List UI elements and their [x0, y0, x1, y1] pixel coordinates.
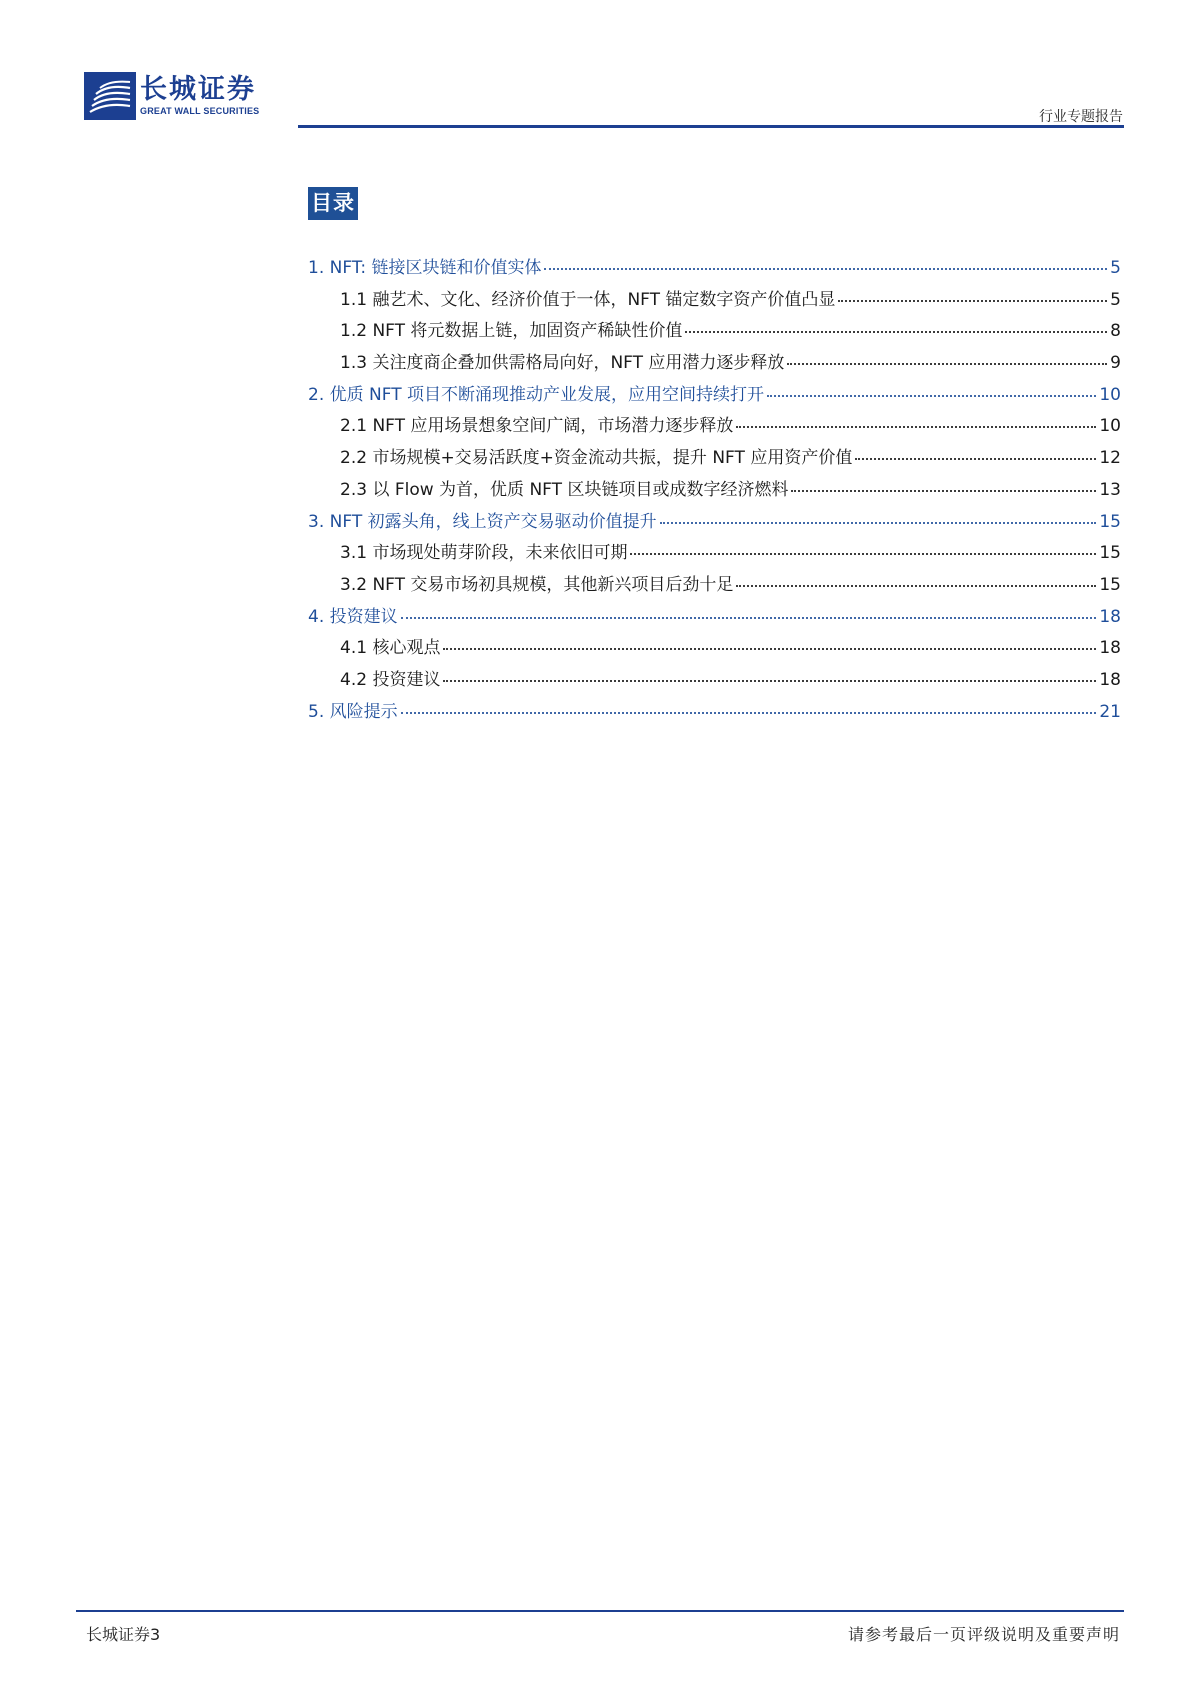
- toc-dot-leader: [855, 458, 1096, 460]
- toc-dot-leader: [838, 300, 1107, 302]
- toc-dot-leader: [736, 426, 1096, 428]
- toc-entry-label: 1.1 融艺术、文化、经济价值于一体，NFT 锚定数字资产价值凸显: [340, 289, 836, 310]
- toc-entry-label: 1. NFT: 链接区块链和价值实体: [308, 258, 542, 278]
- toc-page-number: 13: [1099, 479, 1121, 500]
- toc-page-number: 18: [1099, 669, 1121, 690]
- toc-entry-label: 2. 优质 NFT 项目不断涌现推动产业发展，应用空间持续打开: [308, 384, 765, 405]
- logo-chinese-name: 长城证券: [140, 74, 256, 105]
- toc-dot-leader: [787, 363, 1107, 365]
- toc-subsection-link[interactable]: [308, 443, 1121, 475]
- toc-title: 目录: [308, 187, 358, 220]
- toc-dot-leader: [791, 490, 1096, 492]
- toc-dot-leader: [630, 553, 1096, 555]
- footer-page-label: 长城证券3: [86, 1625, 161, 1644]
- company-logo: [84, 72, 259, 120]
- toc-page-number: 21: [1099, 701, 1121, 722]
- toc-subsection-link[interactable]: [308, 538, 1121, 570]
- toc-page-number: 12: [1099, 448, 1121, 469]
- toc-section-link[interactable]: [308, 380, 1121, 412]
- toc-dot-leader: [685, 331, 1107, 333]
- toc-dot-leader: [401, 712, 1097, 714]
- toc-dot-leader: [443, 648, 1096, 650]
- logo-english-name: GREAT WALL SECURITIES: [140, 106, 260, 116]
- toc-section-link[interactable]: [308, 602, 1121, 634]
- toc-dot-leader: [544, 268, 1107, 270]
- toc-page-number: 15: [1099, 543, 1121, 564]
- toc-subsection-link[interactable]: [308, 633, 1121, 665]
- toc-entry-label: 3.2 NFT 交易市场初具规模，其他新兴项目后劲十足: [340, 574, 734, 595]
- toc-entry-label: 2.2 市场规模+交易活跃度+资金流动共振，提升 NFT 应用资产价值: [340, 448, 853, 469]
- toc-dot-leader: [767, 395, 1096, 397]
- table-of-contents: [308, 253, 1121, 728]
- footer-disclaimer: 请参考最后一页评级说明及重要声明: [847, 1625, 1120, 1644]
- toc-page-number: 5: [1110, 289, 1121, 310]
- toc-section-link[interactable]: [308, 253, 1121, 285]
- toc-subsection-link[interactable]: [308, 285, 1121, 317]
- toc-subsection-link[interactable]: [308, 475, 1121, 507]
- toc-entry-label: 4. 投资建议: [308, 606, 398, 627]
- toc-subsection-link[interactable]: [308, 348, 1121, 380]
- toc-entry-label: 4.1 核心观点: [340, 638, 441, 659]
- toc-subsection-link[interactable]: [308, 411, 1121, 443]
- toc-dot-leader: [660, 522, 1097, 524]
- toc-entry-label: 1.2 NFT 将元数据上链，加固资产稀缺性价值: [340, 321, 683, 342]
- toc-page-number: 10: [1099, 384, 1121, 405]
- toc-entry-label: 3.1 市场现处萌芽阶段，未来依旧可期: [340, 543, 628, 564]
- toc-page-number: 18: [1099, 606, 1121, 627]
- toc-entry-label: 2.3 以 Flow 为首，优质 NFT 区块链项目或成数字经济燃料: [340, 479, 789, 500]
- toc-page-number: 18: [1099, 638, 1121, 659]
- toc-section-link[interactable]: [308, 507, 1121, 539]
- toc-section-link[interactable]: [308, 697, 1121, 729]
- toc-subsection-link[interactable]: [308, 316, 1121, 348]
- toc-page-number: 15: [1099, 511, 1121, 532]
- toc-page-number: 5: [1110, 258, 1121, 278]
- toc-page-number: 9: [1110, 353, 1121, 374]
- toc-dot-leader: [443, 680, 1096, 682]
- toc-entry-label: 1.3 关注度商企叠加供需格局向好，NFT 应用潜力逐步释放: [340, 353, 785, 374]
- toc-subsection-link[interactable]: [308, 570, 1121, 602]
- toc-dot-leader: [736, 585, 1096, 587]
- toc-entry-label: 3. NFT 初露头角，线上资产交易驱动价值提升: [308, 511, 657, 532]
- toc-entry-label: 2.1 NFT 应用场景想象空间广阔，市场潜力逐步释放: [340, 416, 734, 437]
- toc-page-number: 15: [1099, 574, 1121, 595]
- toc-dot-leader: [401, 617, 1097, 619]
- document-type: 行业专题报告: [1039, 109, 1123, 125]
- toc-entry-label: 5. 风险提示: [308, 701, 398, 722]
- toc-entry-label: 4.2 投资建议: [340, 669, 441, 690]
- toc-page-number: 10: [1099, 416, 1121, 437]
- great-wall-logo-icon: [84, 72, 136, 120]
- header-divider: [298, 125, 1124, 128]
- toc-page-number: 8: [1110, 321, 1121, 342]
- footer-divider: [76, 1610, 1124, 1612]
- toc-subsection-link[interactable]: [308, 665, 1121, 697]
